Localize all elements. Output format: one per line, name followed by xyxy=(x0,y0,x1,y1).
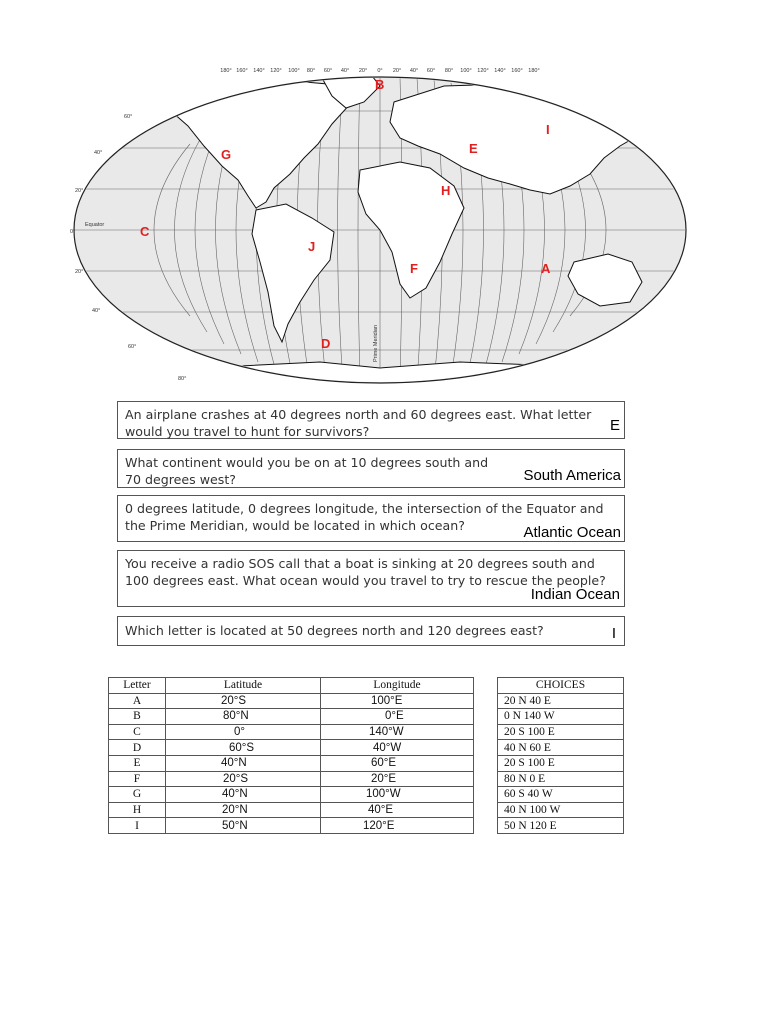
choice-item: 20 S 100 E xyxy=(498,755,624,771)
scale-label: 140° xyxy=(253,68,265,74)
choice-row xyxy=(498,755,624,771)
question-text: You receive a radio SOS call that a boat is sinking at 20 degrees south and 100 degrees east. What ocean would you travel to try to rescue the people? xyxy=(125,556,606,588)
scale-label: 100° xyxy=(288,68,300,74)
scale-label: 80° xyxy=(306,68,316,74)
scale-label: 120° xyxy=(270,68,282,74)
table-row xyxy=(109,771,474,787)
question-4 xyxy=(117,550,625,607)
scale-label: 100° xyxy=(460,68,472,74)
answer-text: Indian Ocean xyxy=(530,586,620,603)
table-row xyxy=(109,755,474,771)
scale-label: 140° xyxy=(494,68,506,74)
table-row xyxy=(109,818,474,834)
choice-row xyxy=(498,802,624,818)
question-text: Which letter is located at 50 degrees north and 120 degrees east? xyxy=(125,623,544,638)
marker-h: H xyxy=(441,183,451,198)
lat-label: 0° xyxy=(70,229,76,235)
scale-label: 60° xyxy=(323,68,333,74)
lat-label: 60° xyxy=(124,114,133,120)
choice-item: 0 N 140 W xyxy=(498,709,624,725)
latitude-cell: 40°N xyxy=(166,787,321,803)
latitude-cell: 60°S xyxy=(166,740,321,756)
choice-item: 50 N 120 E xyxy=(498,818,624,834)
latitude-cell: 20°N xyxy=(166,802,321,818)
choice-row xyxy=(498,787,624,803)
latitude-cell: 0° xyxy=(166,724,321,740)
letter-cell: F xyxy=(109,771,166,787)
choice-item: 20 S 100 E xyxy=(498,724,624,740)
question-1 xyxy=(117,401,625,439)
letter-table xyxy=(108,677,474,834)
scale-label: 180° xyxy=(528,68,540,74)
longitude-cell: 0°E xyxy=(321,709,474,725)
marker-f: F xyxy=(410,261,418,276)
marker-j: J xyxy=(308,239,316,254)
choices-header: CHOICES xyxy=(498,678,624,694)
choice-row xyxy=(498,709,624,725)
scale-label: 40° xyxy=(409,68,419,74)
question-text: 0 degrees latitude, 0 degrees longitude, the intersection of the Equator and the Prime Meridian, would be located in which ocean? xyxy=(125,501,604,533)
choice-row xyxy=(498,771,624,787)
scale-label: 160° xyxy=(511,68,523,74)
lat-label: 40° xyxy=(92,308,101,314)
scale-label: 0° xyxy=(377,68,383,74)
scale-label: 20° xyxy=(358,68,368,74)
marker-i: I xyxy=(546,122,550,137)
longitude-cell: 60°E xyxy=(321,755,474,771)
letter-cell: C xyxy=(109,724,166,740)
lat-label: 20° xyxy=(75,188,84,194)
answer-text: E xyxy=(609,417,620,434)
marker-a: A xyxy=(541,261,551,276)
longitude-cell: 100°W xyxy=(321,787,474,803)
choices-table xyxy=(497,677,624,834)
marker-c: C xyxy=(140,224,150,239)
longitude-cell: 40°W xyxy=(321,740,474,756)
scale-label: 160° xyxy=(236,68,248,74)
longitude-cell: 20°E xyxy=(321,771,474,787)
letter-cell: E xyxy=(109,755,166,771)
scale-label: 60° xyxy=(426,68,436,74)
scale-label: 40° xyxy=(340,68,350,74)
marker-d: D xyxy=(321,336,331,351)
latitude-cell: 50°N xyxy=(166,818,321,834)
choice-item: 60 S 40 W xyxy=(498,787,624,803)
choice-row xyxy=(498,724,624,740)
scale-label: 80° xyxy=(444,68,454,74)
letter-cell: I xyxy=(109,818,166,834)
marker-g: G xyxy=(221,147,232,162)
choice-item: 80 N 0 E xyxy=(498,771,624,787)
latitude-cell: 40°N xyxy=(166,755,321,771)
table-row xyxy=(109,740,474,756)
scale-label: 180° xyxy=(220,68,232,74)
lat-label: 40° xyxy=(94,150,103,156)
letter-cell: G xyxy=(109,787,166,803)
choices-header-row xyxy=(498,678,624,694)
question-2 xyxy=(117,449,625,488)
question-3 xyxy=(117,495,625,542)
scale-label: 120° xyxy=(477,68,489,74)
question-text: An airplane crashes at 40 degrees north and 60 degrees east. What letter would you travel to hunt for survivors? xyxy=(125,407,592,439)
choice-row xyxy=(498,818,624,834)
table-row xyxy=(109,787,474,803)
equator-label: Equator xyxy=(85,222,105,228)
longitude-cell: 120°E xyxy=(321,818,474,834)
choice-row xyxy=(498,740,624,756)
answer-text: Atlantic Ocean xyxy=(523,524,621,541)
header-latitude: Latitude xyxy=(166,678,321,694)
lat-label: 20° xyxy=(75,269,84,275)
marker-b: B xyxy=(375,77,385,92)
longitude-cell: 140°W xyxy=(321,724,474,740)
latitude-cell: 20°S xyxy=(166,693,321,709)
scale-label: 20° xyxy=(392,68,402,74)
choice-item: 20 N 40 E xyxy=(498,693,624,709)
longitude-cell: 100°E xyxy=(321,693,474,709)
choice-item: 40 N 100 W xyxy=(498,802,624,818)
choice-item: 40 N 60 E xyxy=(498,740,624,756)
question-5 xyxy=(117,616,625,646)
table-row xyxy=(109,802,474,818)
lat-label: 80° xyxy=(178,376,187,382)
header-letter: Letter xyxy=(109,678,166,694)
choice-row xyxy=(498,693,624,709)
table-row xyxy=(109,709,474,725)
world-map xyxy=(60,62,720,392)
longitude-cell: 40°E xyxy=(321,802,474,818)
letter-cell: B xyxy=(109,709,166,725)
letter-cell: H xyxy=(109,802,166,818)
table-header xyxy=(109,678,474,694)
top-scale xyxy=(220,68,539,74)
letter-cell: D xyxy=(109,740,166,756)
letter-cell: A xyxy=(109,693,166,709)
header-longitude: Longitude xyxy=(321,678,474,694)
prime-meridian-label: Prime Meridian xyxy=(373,325,379,362)
latitude-cell: 20°S xyxy=(166,771,321,787)
question-text: What continent would you be on at 10 degrees south and 70 degrees west? xyxy=(125,455,489,487)
lat-label: 60° xyxy=(128,344,137,350)
marker-e: E xyxy=(469,141,478,156)
latitude-cell: 80°N xyxy=(166,709,321,725)
answer-text: I xyxy=(611,625,616,642)
table-row xyxy=(109,693,474,709)
answer-text: South America xyxy=(523,467,621,484)
table-row xyxy=(109,724,474,740)
